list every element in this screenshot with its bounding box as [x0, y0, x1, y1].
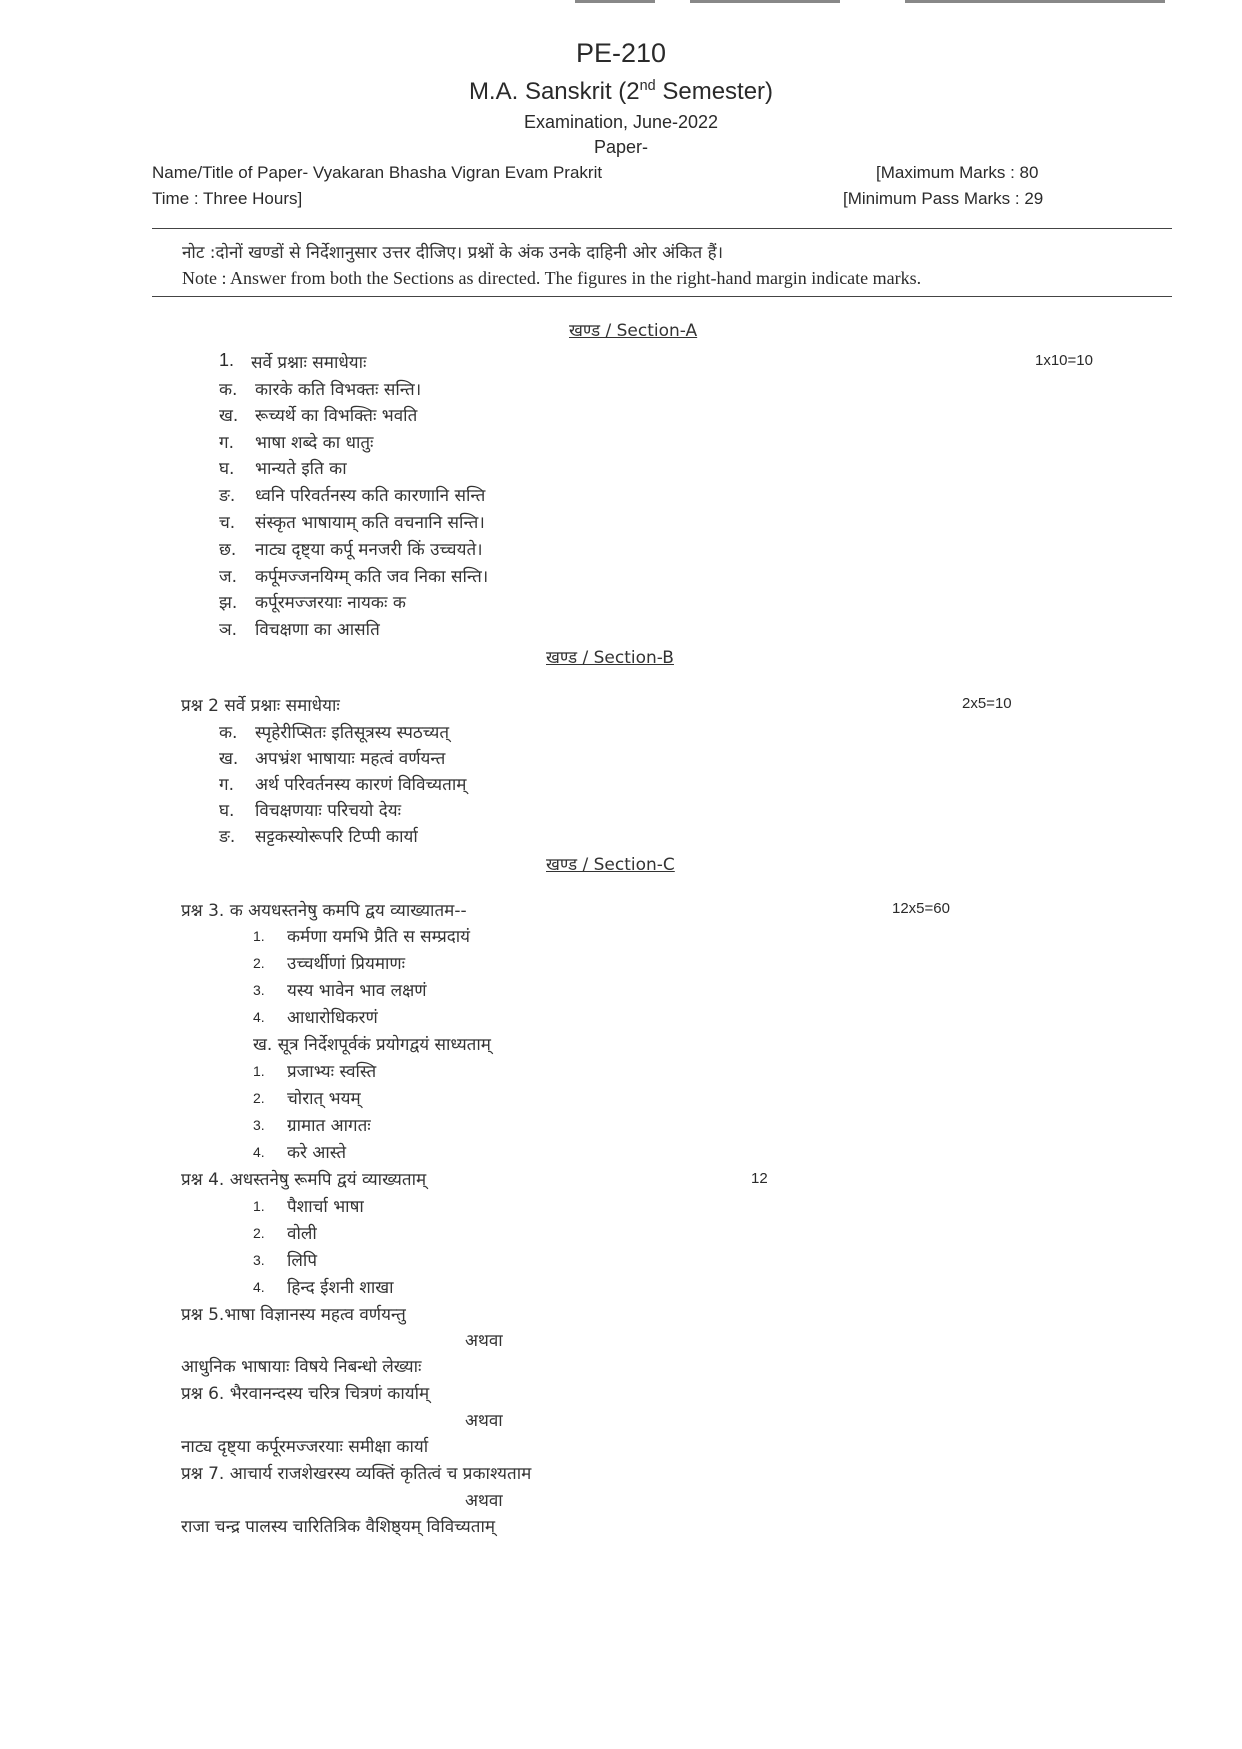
q4-item-number: 2.: [253, 1225, 265, 1241]
q3b-item-number: 3.: [253, 1117, 265, 1133]
q1-number: 1.: [219, 350, 235, 370]
q1-item-text: रूच्यर्थे का विभक्तिः भवति: [255, 406, 418, 426]
q4-marks: 12: [751, 1170, 768, 1187]
q1-item-text: भाषा शब्दे का धातुः: [255, 433, 374, 453]
or-separator: अथवा: [465, 1411, 503, 1431]
note-hindi: नोट :दोनों खण्डों से निर्देशानुसार उत्तर दीजिए। प्रश्नों के अंक उनके दाहिनी ओर अंकित हैं।: [182, 243, 724, 263]
course-title-pre: M.A. Sanskrit (2: [468, 78, 640, 105]
q2-item-text: अर्थ परिवर्तनस्य कारणं विविच्यताम्: [255, 775, 467, 795]
note-english: Note : Answer from both the Sections as directed. The figures in the right-hand margin indicate marks.: [182, 268, 922, 288]
q3b-item-text: करे आस्ते: [287, 1143, 347, 1163]
q4-item-text: वोली: [287, 1224, 317, 1244]
q3a-item-number: 3.: [253, 982, 265, 998]
time-allowed: Time : Three Hours]: [152, 189, 303, 208]
q2-item-text: विचक्षणयाः परिचयो देयः: [255, 801, 402, 821]
q1-item-text: संस्कृत भाषायाम् कति वचनानि सन्ति।: [255, 513, 485, 533]
q3a-item-text: यस्य भावेन भाव लक्षणं: [287, 981, 427, 1001]
q2-item-text: सट्टकस्योरूपरि टिप्पी कार्या: [255, 827, 418, 847]
q1-item-text: भान्यते इति का: [255, 459, 347, 479]
q3b-item-text: चोरात् भयम्: [287, 1089, 361, 1109]
q2-item-text: स्पृहेरीप्सितः इतिसूत्रस्य स्पठच्यत्: [255, 723, 450, 743]
scan-artifact: [690, 0, 840, 3]
or-separator: अथवा: [465, 1331, 503, 1351]
or-separator: अथवा: [465, 1491, 503, 1511]
q1-item-label: ज.: [219, 567, 238, 587]
paper-title: Name/Title of Paper- Vyakaran Bhasha Vigran Evam Prakrit: [152, 163, 603, 182]
q1-item-label: घ.: [219, 459, 235, 479]
min-marks: [Minimum Pass Marks : 29: [843, 189, 1044, 208]
q4-item-text: लिपि: [287, 1251, 317, 1271]
section-a-heading: खण्ड / Section-A: [569, 321, 698, 341]
q2-item-label: ङ.: [219, 827, 236, 847]
q3a-item-text: उच्चर्थीणां प्रियमाणः: [287, 954, 406, 974]
q4-item-text: हिन्द ईशनी शाखा: [287, 1278, 394, 1298]
q4-item-number: 4.: [253, 1279, 265, 1295]
exam-title: Examination, June-2022: [523, 112, 719, 132]
q1-item-label: ग.: [219, 433, 234, 453]
q3b-item-number: 4.: [253, 1144, 265, 1160]
divider-bottom: [152, 296, 1172, 297]
q7-alternative: राजा चन्द्र पालस्य चारितित्रिक वैशिष्ठ्यम् विविच्यताम्: [181, 1517, 496, 1537]
q2-item-label: घ.: [219, 801, 235, 821]
q4-item-number: 3.: [253, 1252, 265, 1268]
q6-alternative: नाट्य दृष्ट्या कर्पूरमज्जरयाः समीक्षा कार्या: [181, 1437, 429, 1457]
q3a-item-number: 1.: [253, 928, 265, 944]
paper-code: PE-210: [575, 38, 667, 68]
q3-text: प्रश्न 3. क अयधस्तनेषु कमपि द्वय व्याख्यातम--: [181, 901, 467, 921]
scan-artifact: [575, 0, 655, 3]
q1-marks: 1x10=10: [1035, 352, 1093, 369]
q4-item-text: पैशार्चा भाषा: [287, 1197, 364, 1217]
q3b-item-text: ग्रामात आगतः: [287, 1116, 371, 1136]
q1-text: सर्वे प्रश्नाः समाधेयाः: [251, 353, 367, 373]
q1-item-text: ध्वनि परिवर्तनस्य कति कारणानि सन्ति: [255, 486, 486, 506]
q1-item-text: कर्पूमज्जनयिग्म् कति जव निका सन्ति।: [255, 567, 489, 587]
q1-item-label: ञ.: [219, 620, 238, 640]
q1-item-label: ख.: [219, 406, 239, 426]
q1-item-text: नाट्य दृष्ट्या कर्पू मनजरी किं उच्चयते।: [255, 540, 483, 560]
q3b-text: ख. सूत्र निर्देशपूर्वकं प्रयोगद्वयं साध्यताम्: [253, 1035, 491, 1055]
q1-item-label: ङ.: [219, 486, 236, 506]
scan-artifact: [905, 0, 1165, 3]
q5-alternative: आधुनिक भाषायाः विषये निबन्धो लेख्याः: [181, 1357, 422, 1377]
q3b-item-number: 1.: [253, 1063, 265, 1079]
max-marks: [Maximum Marks : 80: [876, 163, 1039, 182]
q3a-item-number: 4.: [253, 1009, 265, 1025]
q1-item-label: च.: [219, 513, 236, 533]
q3b-item-number: 2.: [253, 1090, 265, 1106]
divider-top: [152, 228, 1172, 229]
q2-item-text: अपभ्रंश भाषायाः महत्वं वर्णयन्त: [255, 749, 446, 769]
q4-text: प्रश्न 4. अधस्तनेषु रूमपि द्वयं व्याख्यताम्: [181, 1170, 427, 1190]
q2-item-label: क.: [219, 723, 238, 743]
q2-marks: 2x5=10: [962, 695, 1012, 712]
q2-item-label: ख.: [219, 749, 239, 769]
q4-item-number: 1.: [253, 1198, 265, 1214]
q1-item-label: क.: [219, 380, 238, 400]
q1-item-text: कारके कति विभक्तः सन्ति।: [255, 380, 422, 400]
section-b-heading: खण्ड / Section-B: [546, 648, 674, 668]
q3a-item-text: कर्मणा यमभि प्रैति स सम्प्रदायं: [287, 927, 471, 947]
q7-text: प्रश्न 7. आचार्य राजशेखरस्य व्यक्तिं कृतित्वं च प्रकाश्यताम: [181, 1464, 532, 1484]
q5-text: प्रश्न 5.भाषा विज्ञानस्य महत्व वर्णयन्तु: [181, 1305, 406, 1325]
q1-item-label: छ.: [219, 540, 237, 560]
q3a-item-text: आधारोधिकरणं: [287, 1008, 378, 1028]
q1-item-text: विचक्षणा का आसति: [255, 620, 380, 640]
q2-text: प्रश्न 2 सर्वे प्रश्नाः समाधेयाः: [181, 696, 340, 716]
course-title-post: Semester): [655, 78, 774, 105]
q1-item-label: झ.: [219, 593, 238, 613]
q6-text: प्रश्न 6. भैरवानन्दस्य चरित्र चित्रणं कार्याम्: [181, 1384, 430, 1404]
q3-marks: 12x5=60: [892, 900, 950, 917]
q3a-item-number: 2.: [253, 955, 265, 971]
course-title: [0, 78, 1242, 106]
course-title-sup: nd: [639, 78, 656, 94]
q1-item-text: कर्पूरमज्जरयाः नायकः क: [255, 593, 406, 613]
section-c-heading: खण्ड / Section-C: [546, 855, 675, 875]
q2-item-label: ग.: [219, 775, 234, 795]
paper-label: Paper-: [593, 137, 649, 157]
q3b-item-text: प्रजाभ्यः स्वस्ति: [287, 1062, 377, 1082]
